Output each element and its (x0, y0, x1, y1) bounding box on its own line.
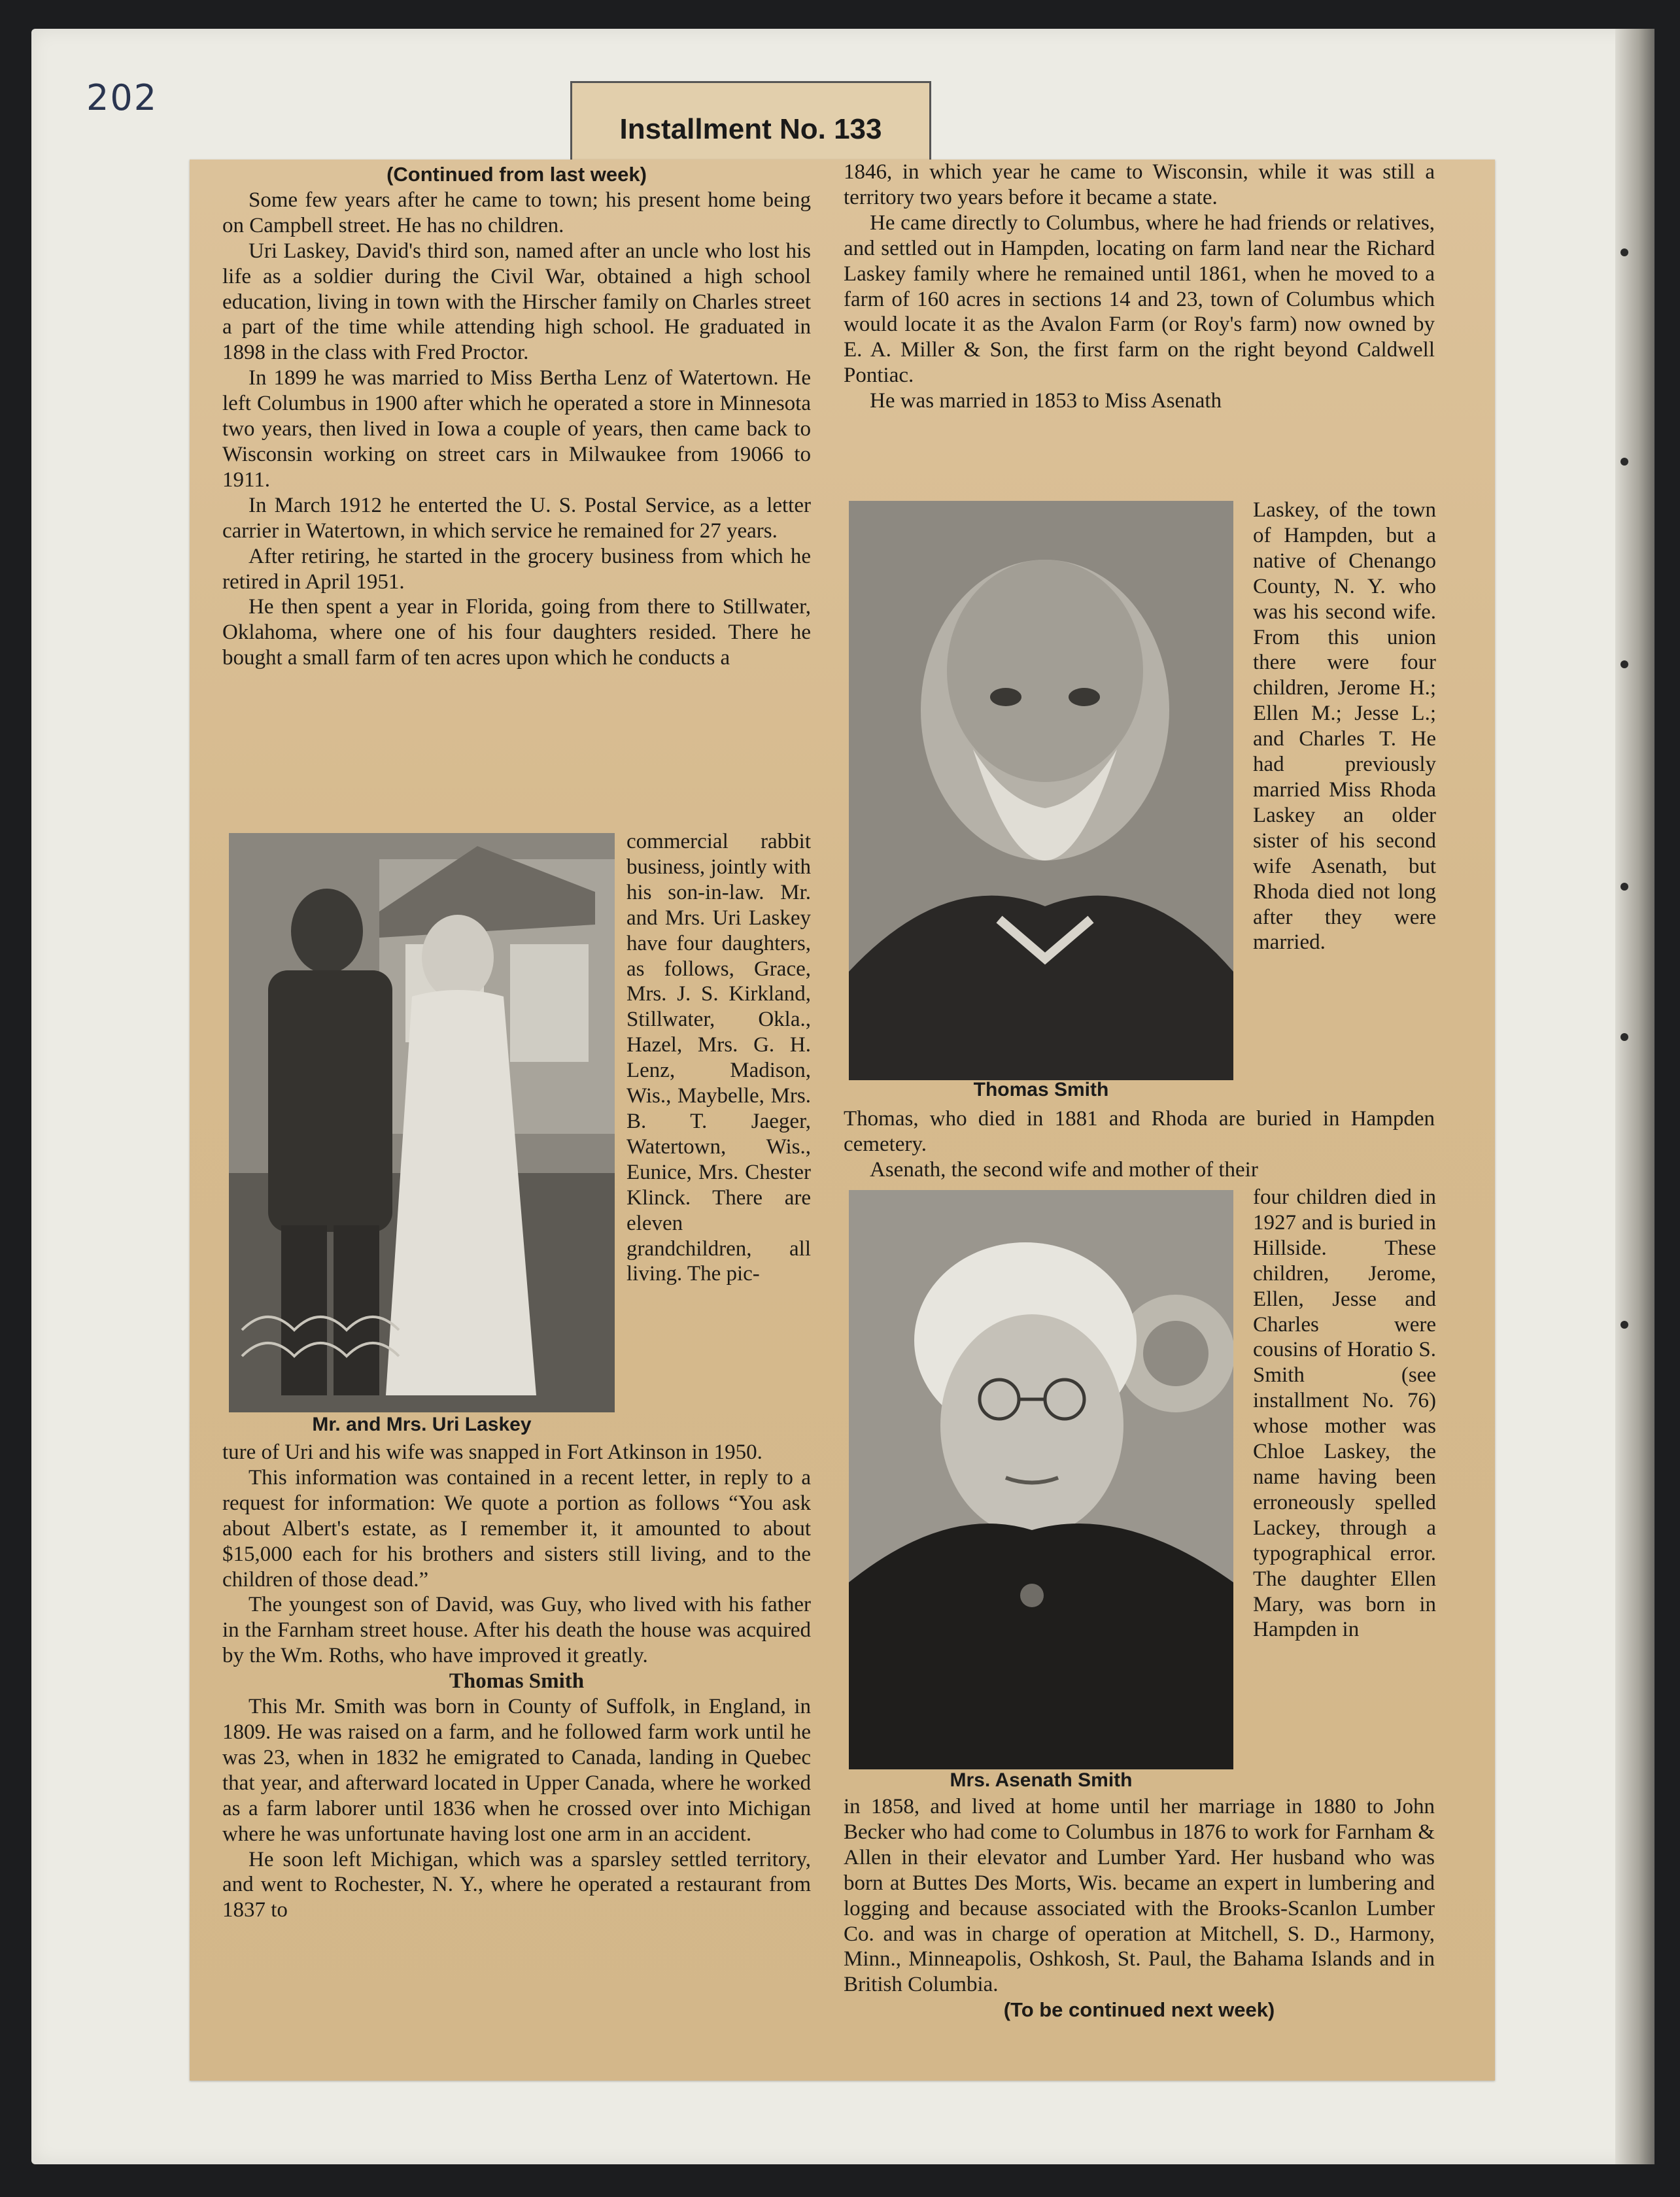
photo-thomas-smith-image (849, 501, 1233, 1080)
paragraph: ture of Uri and his wife was snapped in Fort Atkinson in 1950. (222, 1440, 763, 1464)
photo-caption: Thomas Smith (973, 1079, 1109, 1100)
left-column-bottom (222, 1440, 811, 1923)
paragraph: The youngest son of David, was Guy, who lived with his father in the Farnham street house. After his death the house was acquired by the Wm. Roths, who have improved it greatly. (222, 1593, 811, 1668)
paragraph: After retiring, he started in the grocery business from which he retired in April 1951. (222, 544, 811, 594)
paragraph: He came directly to Columbus, where he had friends or relatives, and settled out in Hampden, locating on farm land near the Richard Laskey family where he remained until 1861, when he moved to a farm of 160 acres in sections 14 and 23, town of Columbus which would locate it as the Avalon Farm (or Roy's farm) now owned by E. A. Miller & Son, the first farm on the right beyond Caldwell Pontiac. (844, 211, 1435, 388)
right-wrap-text-1: Laskey, of the town of Hampden, but a native of Chenango County, N. Y. who was his second wife. From this union there were four children, Jerome H.; Ellen M.; Jesse L.; and Charles T. He had previously married Miss Rhoda Laskey an older sister of his second wife Asenath, but Rhoda died not long after they were married. (1253, 498, 1436, 955)
right-column (844, 160, 1435, 414)
left-wrap-text: commercial rabbit business, jointly with his son-in-law. Mr. and Mrs. Uri Laskey have four daughters, as follows, Grace, Mrs. J. S. Kirkland, Stillwater, Okla., Hazel, Mrs. G. H. Lenz, Madison, Wis., Maybelle, Mrs. B. T. Jaeger, Watertown, Wis., Eunice, Mrs. Chester Klinck. There are eleven grandchildren, all living. The pic- (626, 830, 811, 1286)
photo-caption: Mrs. Asenath Smith (950, 1769, 1133, 1791)
paragraph: Thomas, who died in 1881 and Rhoda are buried in Hampden cemetery. (844, 1107, 1435, 1156)
right-column-middle (844, 1106, 1435, 1183)
paragraph: In March 1912 he enterted the U. S. Postal Service, as a letter carrier in Watertown, in which service he remained for 27 years. (222, 493, 811, 543)
continued-from: (Continued from last week) (386, 163, 647, 186)
photo-uri-laskey-image (229, 833, 615, 1412)
page-edge-mark (1620, 458, 1628, 466)
paragraph: He then spent a year in Florida, going from there to Stillwater, Oklahoma, where one of his four daughters resided. There he bought a small farm of ten acres upon which he conducts a (222, 595, 811, 670)
newspaper-clipping (190, 160, 1495, 2081)
paragraph: Asenath, the second wife and mother of their (870, 1157, 1258, 1182)
paragraph: In 1899 he was married to Miss Bertha Lenz of Watertown. He left Columbus in 1900 after which he operated a store in Minnesota two years, then lived in Iowa a couple of years, then came back to Wisconsin working on street cars in Milwaukee from 19066 to 1911. (222, 366, 811, 492)
installment-label: Installment No. 133 (619, 113, 882, 145)
continued-next: (To be continued next week) (1003, 1998, 1275, 2022)
paragraph: Uri Laskey, David's third son, named after an uncle who lost his life as a soldier during the Civil War, obtained a high school education, living in town with the Hirscher family on Charles street a part of the time while attending high school. He graduated in 1898 in the class with Fred Proctor. (222, 239, 811, 365)
photo-uri-laskey (229, 833, 615, 1412)
left-column (222, 162, 811, 671)
page-edge-mark (1620, 883, 1628, 891)
paragraph: This information was contained in a recent letter, in reply to a request for information: We quote a portion as follows “You ask about Albert's estate, as I remember it, it amounted to about $15,000 each for his brothers and sisters still living, and to the children of those dead.” (222, 1465, 811, 1592)
page-number: 202 (86, 77, 158, 118)
section-heading: Thomas Smith (449, 1669, 585, 1694)
paragraph: He was married in 1853 to Miss Asenath (870, 389, 1222, 413)
page-edge-mark (1620, 660, 1628, 668)
right-wrap-text-2: four children died in 1927 and is buried in Hillside. These children, Jerome, Ellen, Jesse and Charles were cousins of Horatio S. Smith (see installment No. 76) whose mother was Chloe Laskey, the name having been erroneously spelled Lackey, through a typographical error. The daughter Ellen Mary, was born in Hampden in (1253, 1185, 1436, 1642)
photo-caption: Mr. and Mrs. Uri Laskey (312, 1414, 532, 1435)
page-edge-mark (1620, 248, 1628, 256)
photo-thomas-smith (849, 501, 1233, 1080)
paragraph: He soon left Michigan, which was a sparsley settled territory, and went to Rochester, N. Y., where he operated a restaurant from 1837 to (222, 1847, 811, 1922)
page-edge-mark (1620, 1033, 1628, 1041)
photo-asenath-smith (849, 1190, 1233, 1769)
installment-header (570, 81, 931, 163)
paragraph: in 1858, and lived at home until her marriage in 1880 to John Becker who had come to Columbus in 1876 to work for Farnham & Allen in their elevator and Lumber Yard. Her husband who was born at Buttes Des Morts, Wis. became an expert in lumbering and logging and because associated with the Brooks-Scanlon Lumber Co. and was in charge of operation at Mitchell, S. D., Harmony, Minn., Minneapolis, Oshkosh, St. Paul, the Bahama Islands and in British Columbia. (844, 1795, 1435, 1997)
photo-asenath-smith-image (849, 1190, 1233, 1769)
page-edge-mark (1620, 1321, 1628, 1329)
paragraph: 1846, in which year he came to Wisconsin, while it was still a territory two years before it became a state. (844, 160, 1435, 209)
right-column-bottom (844, 1794, 1435, 2023)
page-edge (1615, 29, 1654, 2164)
paragraph: This Mr. Smith was born in County of Suffolk, in England, in 1809. He was raised on a farm, and he followed farm work until he was 23, when in 1832 he emigrated to Canada, landing in Quebec that year, and afterward located in Upper Canada, where he worked as a farm laborer until 1836 when he crossed over into Michigan where he was unfortunate having lost one arm in an accident. (222, 1695, 811, 1846)
paragraph: Some few years after he came to town; his present home being on Campbell street. He has no children. (222, 188, 811, 237)
